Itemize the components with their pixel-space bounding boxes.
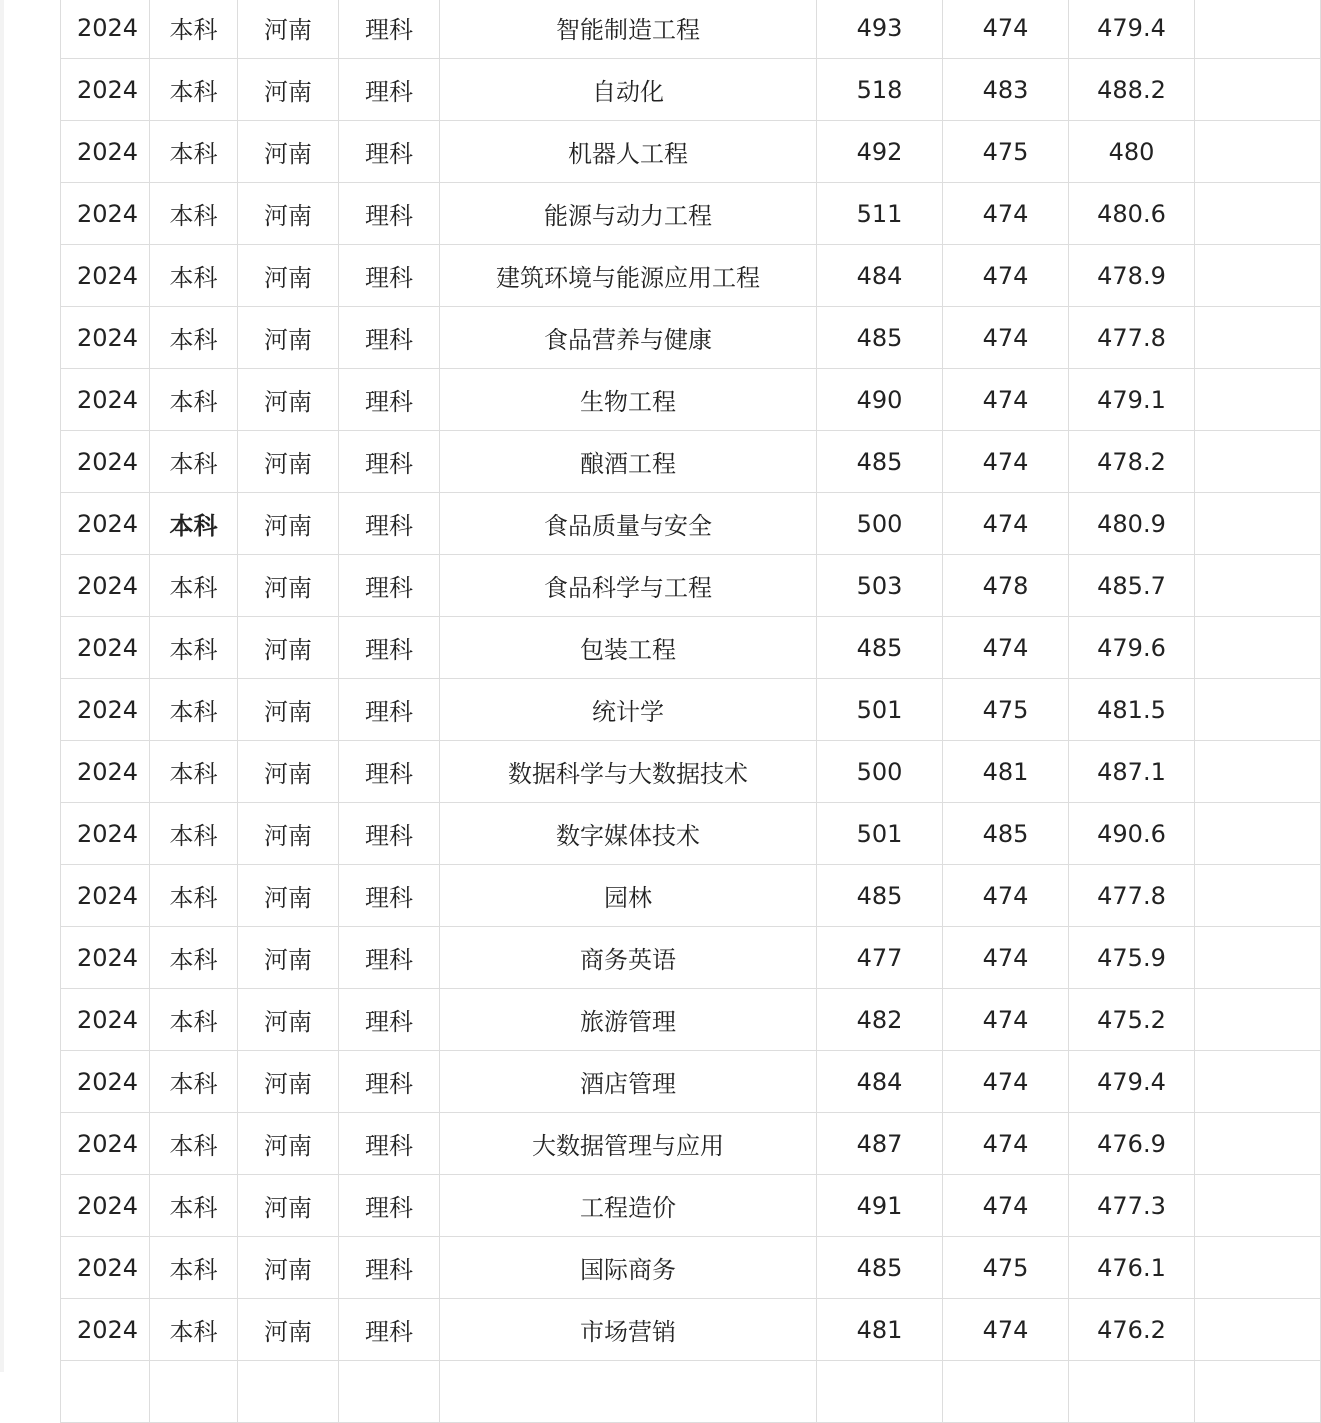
cell-province: 河南 <box>238 431 339 493</box>
cell-avg-score: 479.1 <box>1069 369 1195 431</box>
cell-province: 河南 <box>238 307 339 369</box>
cell-category: 理科 <box>339 1175 440 1237</box>
cell-province: 河南 <box>238 1237 339 1299</box>
cell-level: 本科 <box>150 803 238 865</box>
cell-max-score: 485 <box>817 431 943 493</box>
cell-province: 河南 <box>238 555 339 617</box>
cell-max-score: 485 <box>817 617 943 679</box>
cell-avg-score: 476.1 <box>1069 1237 1195 1299</box>
table-row <box>61 1175 1321 1237</box>
cell-level: 本科 <box>150 989 238 1051</box>
cell-year: 2024 <box>61 369 150 431</box>
cell-extra <box>1195 1237 1321 1299</box>
cell-max-score: 477 <box>817 927 943 989</box>
cell-avg-score: 490.6 <box>1069 803 1195 865</box>
cell-year: 2024 <box>61 679 150 741</box>
cell-extra <box>1195 1361 1321 1423</box>
cell-major: 统计学 <box>440 679 817 741</box>
cell-min-score: 475 <box>943 121 1069 183</box>
cell-level <box>150 1361 238 1423</box>
cell-level: 本科 <box>150 493 238 555</box>
cell-province: 河南 <box>238 865 339 927</box>
cell-min-score: 474 <box>943 245 1069 307</box>
cell-level: 本科 <box>150 307 238 369</box>
cell-max-score: 500 <box>817 741 943 803</box>
table-row <box>61 1361 1321 1423</box>
cell-major: 自动化 <box>440 59 817 121</box>
cell-extra <box>1195 865 1321 927</box>
cell-avg-score: 479.6 <box>1069 617 1195 679</box>
cell-year: 2024 <box>61 865 150 927</box>
cell-avg-score: 475.2 <box>1069 989 1195 1051</box>
cell-avg-score: 476.2 <box>1069 1299 1195 1361</box>
cell-year: 2024 <box>61 1237 150 1299</box>
cell-max-score: 491 <box>817 1175 943 1237</box>
cell-min-score: 474 <box>943 1175 1069 1237</box>
cell-major: 食品质量与安全 <box>440 493 817 555</box>
cell-category: 理科 <box>339 617 440 679</box>
cell-avg-score: 478.9 <box>1069 245 1195 307</box>
cell-category: 理科 <box>339 1299 440 1361</box>
cell-major: 酿酒工程 <box>440 431 817 493</box>
cell-min-score: 474 <box>943 183 1069 245</box>
cell-year: 2024 <box>61 183 150 245</box>
cell-avg-score: 476.9 <box>1069 1113 1195 1175</box>
cell-province: 河南 <box>238 245 339 307</box>
cell-extra <box>1195 927 1321 989</box>
cell-major: 旅游管理 <box>440 989 817 1051</box>
cell-max-score: 481 <box>817 1299 943 1361</box>
cell-level: 本科 <box>150 1299 238 1361</box>
cell-province: 河南 <box>238 927 339 989</box>
left-margin-strip <box>0 0 4 1372</box>
cell-extra <box>1195 1051 1321 1113</box>
cell-extra <box>1195 59 1321 121</box>
cell-avg-score: 477.8 <box>1069 865 1195 927</box>
cell-province: 河南 <box>238 1113 339 1175</box>
cell-min-score: 474 <box>943 927 1069 989</box>
cell-extra <box>1195 1299 1321 1361</box>
cell-level: 本科 <box>150 741 238 803</box>
cell-extra <box>1195 0 1321 59</box>
cell-major: 数据科学与大数据技术 <box>440 741 817 803</box>
cell-min-score: 478 <box>943 555 1069 617</box>
cell-level: 本科 <box>150 1175 238 1237</box>
cell-category: 理科 <box>339 555 440 617</box>
cell-extra <box>1195 617 1321 679</box>
cell-min-score: 474 <box>943 989 1069 1051</box>
admission-scores-table <box>60 0 1321 1423</box>
cell-max-score: 518 <box>817 59 943 121</box>
cell-category: 理科 <box>339 369 440 431</box>
cell-major: 食品科学与工程 <box>440 555 817 617</box>
cell-extra <box>1195 555 1321 617</box>
cell-max-score: 501 <box>817 679 943 741</box>
table-row <box>61 431 1321 493</box>
cell-category: 理科 <box>339 245 440 307</box>
cell-min-score: 474 <box>943 307 1069 369</box>
table-row <box>61 1051 1321 1113</box>
cell-level: 本科 <box>150 0 238 59</box>
cell-level: 本科 <box>150 369 238 431</box>
cell-max-score <box>817 1361 943 1423</box>
cell-avg-score: 477.8 <box>1069 307 1195 369</box>
cell-max-score: 487 <box>817 1113 943 1175</box>
cell-category: 理科 <box>339 989 440 1051</box>
cell-min-score: 485 <box>943 803 1069 865</box>
cell-avg-score: 480.9 <box>1069 493 1195 555</box>
cell-level: 本科 <box>150 59 238 121</box>
cell-major: 食品营养与健康 <box>440 307 817 369</box>
cell-province: 河南 <box>238 183 339 245</box>
cell-province: 河南 <box>238 741 339 803</box>
cell-max-score: 485 <box>817 865 943 927</box>
cell-category: 理科 <box>339 0 440 59</box>
table-row <box>61 245 1321 307</box>
cell-avg-score: 478.2 <box>1069 431 1195 493</box>
cell-province: 河南 <box>238 617 339 679</box>
cell-max-score: 500 <box>817 493 943 555</box>
cell-level: 本科 <box>150 1051 238 1113</box>
table-row <box>61 617 1321 679</box>
cell-year: 2024 <box>61 307 150 369</box>
cell-level: 本科 <box>150 617 238 679</box>
cell-level: 本科 <box>150 927 238 989</box>
table-body <box>61 0 1321 1423</box>
table-row <box>61 1237 1321 1299</box>
cell-year: 2024 <box>61 493 150 555</box>
cell-province: 河南 <box>238 0 339 59</box>
cell-level: 本科 <box>150 555 238 617</box>
cell-max-score: 493 <box>817 0 943 59</box>
cell-major: 商务英语 <box>440 927 817 989</box>
cell-min-score: 474 <box>943 1113 1069 1175</box>
cell-province: 河南 <box>238 1051 339 1113</box>
cell-avg-score <box>1069 1361 1195 1423</box>
cell-year: 2024 <box>61 1299 150 1361</box>
cell-avg-score: 488.2 <box>1069 59 1195 121</box>
cell-max-score: 484 <box>817 245 943 307</box>
cell-category: 理科 <box>339 121 440 183</box>
cell-year: 2024 <box>61 1175 150 1237</box>
cell-year: 2024 <box>61 431 150 493</box>
cell-avg-score: 480 <box>1069 121 1195 183</box>
cell-min-score: 475 <box>943 679 1069 741</box>
cell-category: 理科 <box>339 493 440 555</box>
cell-province: 河南 <box>238 369 339 431</box>
cell-min-score: 474 <box>943 493 1069 555</box>
cell-extra <box>1195 1113 1321 1175</box>
cell-category: 理科 <box>339 1237 440 1299</box>
cell-max-score: 482 <box>817 989 943 1051</box>
table-row <box>61 989 1321 1051</box>
cell-max-score: 511 <box>817 183 943 245</box>
table-row <box>61 59 1321 121</box>
cell-major: 数字媒体技术 <box>440 803 817 865</box>
cell-min-score: 475 <box>943 1237 1069 1299</box>
table-row <box>61 803 1321 865</box>
cell-province: 河南 <box>238 59 339 121</box>
table-row <box>61 183 1321 245</box>
cell-province: 河南 <box>238 493 339 555</box>
cell-min-score: 474 <box>943 1299 1069 1361</box>
cell-min-score: 474 <box>943 1051 1069 1113</box>
cell-level: 本科 <box>150 1113 238 1175</box>
cell-extra <box>1195 369 1321 431</box>
cell-year: 2024 <box>61 989 150 1051</box>
cell-max-score: 485 <box>817 1237 943 1299</box>
cell-major: 工程造价 <box>440 1175 817 1237</box>
cell-level: 本科 <box>150 431 238 493</box>
cell-extra <box>1195 1175 1321 1237</box>
table-row <box>61 1113 1321 1175</box>
cell-year: 2024 <box>61 245 150 307</box>
table-row <box>61 679 1321 741</box>
cell-max-score: 490 <box>817 369 943 431</box>
cell-major <box>440 1361 817 1423</box>
cell-avg-score: 475.9 <box>1069 927 1195 989</box>
cell-year: 2024 <box>61 927 150 989</box>
cell-category: 理科 <box>339 865 440 927</box>
cell-year: 2024 <box>61 0 150 59</box>
cell-min-score: 474 <box>943 617 1069 679</box>
cell-extra <box>1195 493 1321 555</box>
cell-max-score: 501 <box>817 803 943 865</box>
cell-major: 大数据管理与应用 <box>440 1113 817 1175</box>
cell-category: 理科 <box>339 431 440 493</box>
cell-avg-score: 485.7 <box>1069 555 1195 617</box>
table-row <box>61 121 1321 183</box>
cell-min-score <box>943 1361 1069 1423</box>
cell-min-score: 474 <box>943 369 1069 431</box>
cell-extra <box>1195 803 1321 865</box>
cell-major: 机器人工程 <box>440 121 817 183</box>
table-row <box>61 865 1321 927</box>
table-row <box>61 307 1321 369</box>
cell-province: 河南 <box>238 803 339 865</box>
cell-province: 河南 <box>238 1175 339 1237</box>
cell-level: 本科 <box>150 865 238 927</box>
cell-major: 智能制造工程 <box>440 0 817 59</box>
cell-year: 2024 <box>61 1113 150 1175</box>
cell-category: 理科 <box>339 307 440 369</box>
cell-extra <box>1195 307 1321 369</box>
cell-extra <box>1195 431 1321 493</box>
cell-province: 河南 <box>238 679 339 741</box>
table-row <box>61 0 1321 59</box>
cell-level: 本科 <box>150 183 238 245</box>
cell-year: 2024 <box>61 555 150 617</box>
cell-category: 理科 <box>339 1051 440 1113</box>
cell-max-score: 503 <box>817 555 943 617</box>
cell-max-score: 492 <box>817 121 943 183</box>
cell-min-score: 481 <box>943 741 1069 803</box>
cell-category: 理科 <box>339 59 440 121</box>
cell-major: 建筑环境与能源应用工程 <box>440 245 817 307</box>
cell-min-score: 474 <box>943 0 1069 59</box>
table-row <box>61 1299 1321 1361</box>
table-row <box>61 741 1321 803</box>
cell-avg-score: 479.4 <box>1069 0 1195 59</box>
cell-major: 园林 <box>440 865 817 927</box>
cell-major: 生物工程 <box>440 369 817 431</box>
cell-level: 本科 <box>150 1237 238 1299</box>
cell-extra <box>1195 741 1321 803</box>
cell-category: 理科 <box>339 741 440 803</box>
cell-min-score: 474 <box>943 865 1069 927</box>
cell-max-score: 484 <box>817 1051 943 1113</box>
cell-year: 2024 <box>61 803 150 865</box>
cell-province: 河南 <box>238 121 339 183</box>
cell-year: 2024 <box>61 617 150 679</box>
cell-major: 酒店管理 <box>440 1051 817 1113</box>
cell-major: 能源与动力工程 <box>440 183 817 245</box>
cell-year: 2024 <box>61 121 150 183</box>
cell-category: 理科 <box>339 927 440 989</box>
cell-min-score: 474 <box>943 431 1069 493</box>
cell-major: 市场营销 <box>440 1299 817 1361</box>
cell-major: 包装工程 <box>440 617 817 679</box>
cell-extra <box>1195 989 1321 1051</box>
cell-year: 2024 <box>61 741 150 803</box>
cell-category: 理科 <box>339 1113 440 1175</box>
cell-province <box>238 1361 339 1423</box>
table-row <box>61 927 1321 989</box>
table-row <box>61 493 1321 555</box>
cell-year <box>61 1361 150 1423</box>
cell-category: 理科 <box>339 679 440 741</box>
cell-category: 理科 <box>339 183 440 245</box>
cell-year: 2024 <box>61 59 150 121</box>
cell-extra <box>1195 183 1321 245</box>
cell-max-score: 485 <box>817 307 943 369</box>
cell-category <box>339 1361 440 1423</box>
cell-avg-score: 481.5 <box>1069 679 1195 741</box>
cell-extra <box>1195 679 1321 741</box>
cell-province: 河南 <box>238 989 339 1051</box>
cell-avg-score: 477.3 <box>1069 1175 1195 1237</box>
cell-avg-score: 487.1 <box>1069 741 1195 803</box>
table-row <box>61 555 1321 617</box>
cell-level: 本科 <box>150 245 238 307</box>
cell-min-score: 483 <box>943 59 1069 121</box>
table-row <box>61 369 1321 431</box>
cell-major: 国际商务 <box>440 1237 817 1299</box>
cell-extra <box>1195 245 1321 307</box>
cell-extra <box>1195 121 1321 183</box>
cell-level: 本科 <box>150 121 238 183</box>
cell-province: 河南 <box>238 1299 339 1361</box>
cell-avg-score: 479.4 <box>1069 1051 1195 1113</box>
cell-level: 本科 <box>150 679 238 741</box>
cell-avg-score: 480.6 <box>1069 183 1195 245</box>
cell-category: 理科 <box>339 803 440 865</box>
cell-year: 2024 <box>61 1051 150 1113</box>
